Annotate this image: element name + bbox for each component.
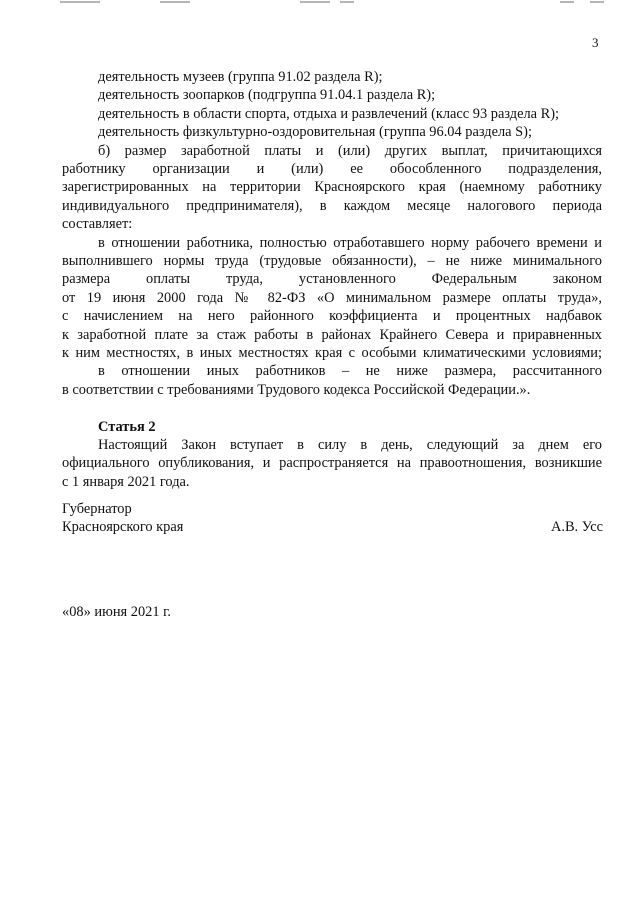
text-line: в отношении работника, полностью отработавшего норму рабочего времени и (98, 234, 602, 251)
signature-title-line1: Губернатор (62, 501, 132, 517)
text-line: б) размер заработной платы и (или) других выплат, причитающихся (98, 142, 602, 159)
text-line: выполнившего нормы труда (трудовые обязанности), – не ниже минимального (62, 253, 602, 269)
clause-b (62, 142, 602, 234)
clause-other-workers (62, 362, 602, 399)
scan-edge-marks (0, 0, 637, 6)
text-line: индивидуального предпринимателя), в каждом месяце налогового периода (62, 197, 602, 214)
text-line: в соответствии с требованиями Трудового кодекса Российской Федерации.». (62, 381, 531, 398)
text-line: к заработной плате за стаж работы в районах Крайнего Севера и приравненных (62, 326, 602, 343)
signing-date: «08» июня 2021 г. (62, 604, 172, 620)
activities-list (62, 68, 602, 142)
article-2 (62, 399, 602, 491)
text-line: с начислением на него районного коэффициента и процентных надбавок (62, 308, 602, 325)
text-line: зарегистрированных на территории Красноярского края (наемному работнику (62, 179, 602, 196)
text-line: составляет: (62, 216, 133, 233)
clause-full-worker (62, 234, 602, 363)
text-line: работнику организации и (или) ее обособленного подразделения, (62, 161, 602, 177)
activity-item: деятельность физкультурно-оздоровительная (группа 96.04 раздела S); (98, 124, 532, 141)
signature-title-line2: Красноярского края (62, 519, 184, 535)
text-line: размера оплаты труда, установленного Федеральным законом (62, 271, 602, 288)
text-line: Настоящий Закон вступает в силу в день, следующий за днем его (98, 436, 602, 453)
activity-item: деятельность в области спорта, отдыха и развлечений (класс 93 раздела R); (98, 105, 560, 122)
page-number: 3 (592, 35, 599, 50)
article-title: Статья 2 (98, 418, 156, 435)
text-line: к ним местностях, в иных местностях края с особыми климатическими условиями; (62, 345, 602, 362)
activity-item: деятельность зоопарков (подгруппа 91.04.1 раздела R); (98, 87, 436, 104)
text-line: с 1 января 2021 года. (62, 473, 190, 490)
text-line: от 19 июня 2000 года № 82-ФЗ «О минимальном размере оплаты труда», (62, 289, 602, 306)
activity-item: деятельность музеев (группа 91.02 раздела R); (98, 69, 383, 85)
text-line: в отношении иных работников – не ниже размера, рассчитанного (98, 363, 602, 380)
signature-name: А.В. Усс (550, 519, 603, 535)
text-line: официального опубликования, и распространяется на правоотношения, возникшие (62, 455, 602, 472)
